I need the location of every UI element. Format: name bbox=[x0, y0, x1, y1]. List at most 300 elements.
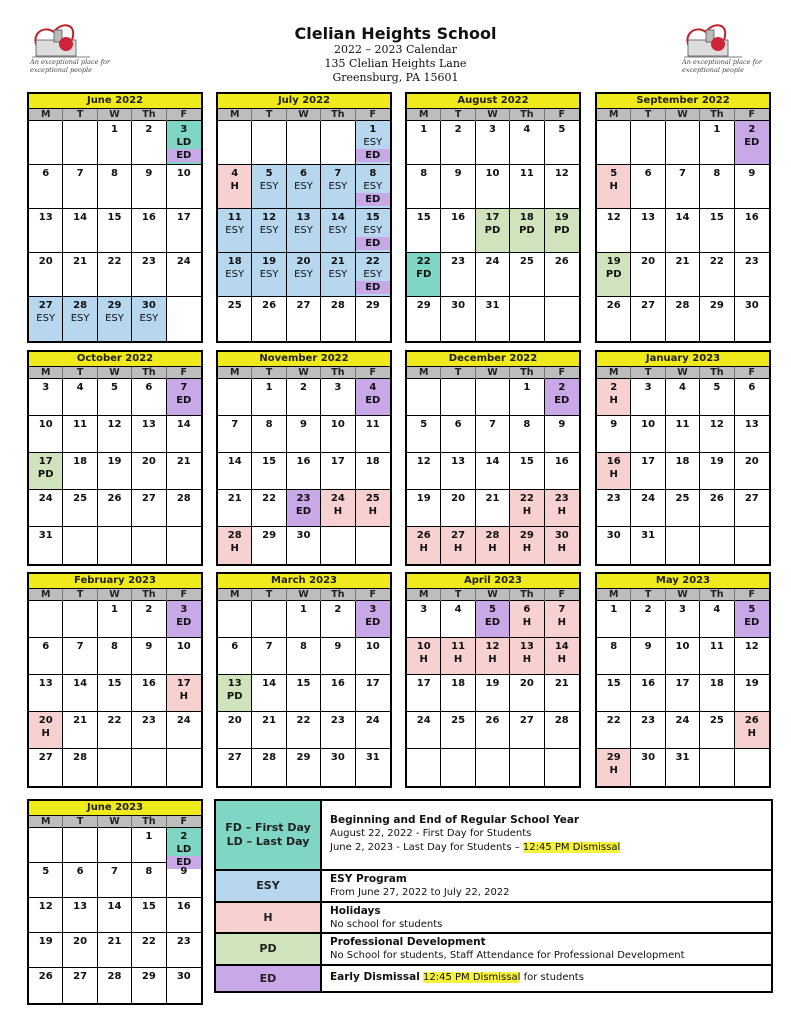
day-number: 1 bbox=[145, 831, 153, 842]
day-number: 26 bbox=[606, 300, 621, 311]
day-code: H bbox=[609, 469, 618, 480]
calendar-day bbox=[735, 749, 769, 786]
calendar-day bbox=[441, 416, 475, 453]
calendar-day bbox=[29, 863, 63, 898]
calendar-day bbox=[597, 379, 631, 416]
weekday-label: Th bbox=[700, 109, 734, 121]
weekday-label: Th bbox=[321, 367, 355, 379]
day-number: 16 bbox=[451, 212, 466, 223]
weekday-label: T bbox=[631, 367, 665, 379]
calendar-day bbox=[98, 209, 132, 253]
calendar-day bbox=[218, 209, 252, 253]
calendar-day bbox=[132, 828, 166, 863]
calendar-day bbox=[287, 675, 321, 712]
calendar-day bbox=[29, 165, 63, 209]
weekday-label: Th bbox=[510, 589, 544, 601]
day-number: 28 bbox=[73, 752, 88, 763]
calendar-day bbox=[631, 297, 665, 341]
day-number: 29 bbox=[709, 300, 724, 311]
calendar-day bbox=[287, 379, 321, 416]
weekday-label: F bbox=[558, 109, 566, 120]
day-number: 28 bbox=[485, 530, 500, 541]
calendar-day bbox=[631, 490, 665, 527]
calendar-day bbox=[98, 527, 132, 564]
day-code: LD bbox=[176, 137, 192, 148]
day-number: 27 bbox=[38, 300, 53, 311]
day-number: 14 bbox=[73, 678, 88, 689]
day-code: ESY bbox=[259, 269, 279, 280]
day-number: 1 bbox=[369, 124, 377, 135]
day-code-secondary: ED bbox=[167, 856, 201, 869]
day-number: 17 bbox=[675, 678, 690, 689]
day-number: 7 bbox=[180, 382, 188, 393]
calendar-day bbox=[98, 601, 132, 638]
day-number: 2 bbox=[610, 382, 618, 393]
day-number: 18 bbox=[675, 456, 690, 467]
calendar-day bbox=[63, 209, 97, 253]
calendar-day bbox=[441, 712, 475, 749]
month-title: November 2022 bbox=[218, 352, 390, 367]
day-number: 8 bbox=[111, 168, 118, 179]
day-number: 24 bbox=[485, 256, 500, 267]
day-number: 15 bbox=[365, 212, 380, 223]
calendar-day bbox=[167, 863, 201, 898]
calendar-day bbox=[252, 416, 286, 453]
day-number: 16 bbox=[330, 678, 345, 689]
day-number: 19 bbox=[38, 936, 53, 947]
calendar-day bbox=[287, 638, 321, 675]
day-number: 20 bbox=[227, 715, 242, 726]
weekday-header bbox=[29, 589, 201, 601]
calendar-day bbox=[735, 121, 769, 165]
calendar-day bbox=[700, 638, 734, 675]
calendar-day bbox=[476, 601, 510, 638]
day-number: 3 bbox=[644, 382, 652, 393]
month-calendar bbox=[216, 572, 392, 788]
calendar-day bbox=[356, 712, 390, 749]
weekday-label: M bbox=[29, 109, 63, 121]
day-number: 24 bbox=[675, 715, 690, 726]
calendar-day bbox=[167, 490, 201, 527]
day-code: ESY bbox=[139, 313, 159, 324]
day-number: 26 bbox=[262, 300, 277, 311]
day-number: 5 bbox=[265, 168, 273, 179]
day-number: 17 bbox=[38, 456, 53, 467]
legend-key-esy: ESY bbox=[216, 871, 322, 901]
day-number: 21 bbox=[330, 256, 345, 267]
day-number: 10 bbox=[641, 419, 656, 430]
day-code: H bbox=[557, 506, 566, 517]
calendar-day bbox=[476, 638, 510, 675]
day-code: H bbox=[557, 654, 566, 665]
weekday-label: F bbox=[180, 589, 188, 600]
month-title: April 2023 bbox=[407, 574, 579, 589]
day-grid bbox=[218, 601, 390, 786]
day-number: 28 bbox=[554, 715, 569, 726]
day-number: 21 bbox=[73, 715, 88, 726]
day-number: 11 bbox=[365, 419, 380, 430]
day-number: 25 bbox=[675, 493, 690, 504]
calendar-day bbox=[218, 297, 252, 341]
day-number: 29 bbox=[262, 530, 277, 541]
calendar-day bbox=[407, 490, 441, 527]
day-number: 6 bbox=[145, 382, 153, 393]
day-number: 26 bbox=[485, 715, 500, 726]
day-number: 27 bbox=[73, 971, 88, 982]
weekday-label: T bbox=[441, 367, 475, 379]
day-number: 21 bbox=[485, 493, 500, 504]
legend-row-esy bbox=[216, 871, 771, 903]
day-number: 16 bbox=[141, 678, 156, 689]
calendar-day bbox=[666, 712, 700, 749]
day-number: 8 bbox=[369, 168, 377, 179]
weekday-label: T bbox=[441, 109, 475, 121]
day-number: 19 bbox=[744, 678, 759, 689]
legend-key-holiday: H bbox=[216, 903, 322, 932]
calendar-day bbox=[356, 601, 390, 638]
calendar-day bbox=[98, 968, 132, 1003]
day-code: H bbox=[419, 543, 428, 554]
calendar-day bbox=[597, 749, 631, 786]
day-number: 2 bbox=[145, 604, 153, 615]
month-title: March 2023 bbox=[218, 574, 390, 589]
day-code: H bbox=[230, 543, 239, 554]
day-number: 12 bbox=[262, 212, 277, 223]
calendar-day bbox=[356, 749, 390, 786]
day-number: 4 bbox=[713, 604, 721, 615]
day-code: LD bbox=[176, 844, 192, 855]
day-code: H bbox=[179, 691, 188, 702]
legend-line-first-day: August 22, 2022 - First Day for Students bbox=[330, 828, 532, 839]
day-number: 8 bbox=[145, 866, 153, 877]
calendar-day bbox=[98, 490, 132, 527]
calendar-day bbox=[98, 379, 132, 416]
day-number: 5 bbox=[111, 382, 118, 393]
day-code: ESY bbox=[328, 269, 348, 280]
calendar-day bbox=[631, 749, 665, 786]
weekday-label: W bbox=[476, 367, 510, 379]
month-title: October 2022 bbox=[29, 352, 201, 367]
calendar-day bbox=[407, 601, 441, 638]
calendar-day bbox=[29, 416, 63, 453]
calendar-day bbox=[218, 490, 252, 527]
calendar-day bbox=[132, 638, 166, 675]
day-code-secondary: ED bbox=[356, 281, 390, 294]
day-number: 15 bbox=[519, 456, 534, 467]
day-number: 30 bbox=[451, 300, 466, 311]
day-number: 9 bbox=[334, 641, 342, 652]
day-code: ED bbox=[554, 395, 570, 406]
day-number: 8 bbox=[265, 419, 273, 430]
day-code: H bbox=[522, 654, 532, 665]
day-number: 27 bbox=[744, 493, 759, 504]
weekday-label: Th bbox=[132, 816, 166, 828]
day-number: 4 bbox=[369, 382, 377, 393]
calendar-day bbox=[287, 165, 321, 209]
calendar-day bbox=[252, 638, 286, 675]
day-number: 13 bbox=[296, 212, 311, 223]
calendar-day bbox=[29, 898, 63, 933]
day-code: ED bbox=[176, 395, 192, 406]
day-number: 8 bbox=[300, 641, 307, 652]
calendar-day bbox=[63, 638, 97, 675]
calendar-day bbox=[441, 749, 475, 786]
calendar-day bbox=[167, 749, 201, 786]
day-number: 5 bbox=[748, 604, 756, 615]
month-calendar bbox=[27, 799, 203, 1005]
weekday-label: M bbox=[29, 367, 63, 379]
day-number: 11 bbox=[73, 419, 88, 430]
day-number: 26 bbox=[709, 493, 724, 504]
day-code: H bbox=[453, 543, 463, 554]
calendar-day bbox=[167, 209, 201, 253]
calendar-day bbox=[545, 209, 579, 253]
day-number: 2 bbox=[180, 831, 188, 842]
day-number: 28 bbox=[107, 971, 122, 982]
calendar-day bbox=[700, 416, 734, 453]
day-number: 20 bbox=[296, 256, 311, 267]
weekday-label: M bbox=[218, 589, 252, 601]
day-code: H bbox=[522, 543, 532, 554]
day-number: 22 bbox=[296, 715, 311, 726]
day-code: H bbox=[230, 181, 239, 192]
calendar-day bbox=[29, 490, 63, 527]
calendar-day bbox=[545, 379, 579, 416]
weekday-label: M bbox=[29, 589, 63, 601]
calendar-day bbox=[510, 416, 544, 453]
day-code: ED bbox=[484, 617, 501, 628]
calendar-day bbox=[476, 527, 510, 564]
calendar-day bbox=[29, 749, 63, 786]
calendar-day bbox=[545, 712, 579, 749]
address-line-2: Greensburg, PA 15601 bbox=[332, 71, 459, 84]
calendar-day bbox=[321, 712, 355, 749]
calendar-day bbox=[735, 416, 769, 453]
weekday-label: F bbox=[180, 109, 188, 120]
calendar-day bbox=[597, 209, 631, 253]
day-number: 26 bbox=[416, 530, 431, 541]
day-number: 21 bbox=[176, 456, 191, 467]
day-number: 25 bbox=[227, 300, 242, 311]
day-number: 8 bbox=[610, 641, 618, 652]
day-grid bbox=[597, 601, 769, 786]
day-number: 3 bbox=[679, 604, 686, 615]
calendar-day bbox=[132, 863, 166, 898]
weekday-label: Th bbox=[510, 367, 544, 379]
calendar-day bbox=[735, 165, 769, 209]
day-number: 5 bbox=[610, 168, 618, 179]
calendar-day bbox=[407, 712, 441, 749]
day-number: 17 bbox=[641, 456, 656, 467]
day-number: 10 bbox=[675, 641, 690, 652]
calendar-day bbox=[356, 490, 390, 527]
day-number: 23 bbox=[141, 256, 156, 267]
calendar-day bbox=[132, 453, 166, 490]
weekday-header bbox=[29, 109, 201, 121]
calendar-day bbox=[631, 121, 665, 165]
day-code: H bbox=[747, 728, 756, 739]
weekday-label: F bbox=[369, 367, 377, 378]
calendar-day bbox=[132, 121, 166, 165]
calendar-day bbox=[545, 527, 579, 564]
calendar-day bbox=[356, 379, 390, 416]
day-number: 15 bbox=[606, 678, 621, 689]
day-number: 31 bbox=[38, 530, 53, 541]
weekday-label: W bbox=[287, 367, 321, 379]
weekday-label: M bbox=[218, 109, 252, 121]
day-grid bbox=[218, 121, 390, 341]
calendar-day bbox=[476, 675, 510, 712]
calendar-day bbox=[666, 416, 700, 453]
day-number: 19 bbox=[107, 456, 122, 467]
calendar-day bbox=[441, 527, 475, 564]
calendar-day bbox=[321, 209, 355, 253]
calendar-day bbox=[63, 749, 97, 786]
calendar-day bbox=[218, 675, 252, 712]
calendar-day bbox=[29, 968, 63, 1003]
calendar-day bbox=[597, 527, 631, 564]
day-number: 26 bbox=[744, 715, 759, 726]
calendar-day bbox=[597, 675, 631, 712]
day-number: 2 bbox=[145, 124, 153, 135]
calendar-day bbox=[63, 297, 97, 341]
calendar-day bbox=[167, 416, 201, 453]
calendar-day bbox=[700, 601, 734, 638]
calendar-day bbox=[167, 253, 201, 297]
weekday-header bbox=[597, 109, 769, 121]
calendar-day bbox=[476, 749, 510, 786]
day-number: 30 bbox=[606, 530, 621, 541]
day-code: H bbox=[557, 543, 566, 554]
calendar-day bbox=[407, 527, 441, 564]
day-grid bbox=[218, 379, 390, 564]
day-number: 12 bbox=[107, 419, 122, 430]
calendar-day bbox=[631, 638, 665, 675]
day-number: 12 bbox=[38, 901, 53, 912]
day-number: 4 bbox=[76, 382, 84, 393]
calendar-day bbox=[545, 490, 579, 527]
calendar-day bbox=[98, 453, 132, 490]
calendar-day bbox=[666, 638, 700, 675]
calendar-day bbox=[321, 601, 355, 638]
calendar-day bbox=[631, 712, 665, 749]
weekday-label: M bbox=[218, 367, 252, 379]
calendar-day bbox=[218, 379, 252, 416]
calendar-day bbox=[218, 638, 252, 675]
day-number: 28 bbox=[330, 300, 345, 311]
weekday-label: T bbox=[441, 589, 475, 601]
day-code: H bbox=[609, 765, 618, 776]
calendar-day bbox=[476, 490, 510, 527]
weekday-label: Th bbox=[132, 367, 166, 379]
day-number: 13 bbox=[227, 678, 242, 689]
month-calendar bbox=[216, 350, 392, 566]
calendar-day bbox=[29, 253, 63, 297]
weekday-header bbox=[218, 367, 390, 379]
day-code: H bbox=[488, 543, 497, 554]
calendar-day bbox=[441, 453, 475, 490]
day-code: ESY bbox=[328, 225, 348, 236]
month-calendar bbox=[405, 350, 581, 566]
calendar-day bbox=[545, 638, 579, 675]
day-number: 22 bbox=[606, 715, 621, 726]
day-grid bbox=[29, 601, 201, 786]
day-code: PD bbox=[484, 225, 501, 236]
calendar-day bbox=[597, 712, 631, 749]
day-number: 31 bbox=[641, 530, 656, 541]
day-number: 23 bbox=[330, 715, 345, 726]
day-number: 12 bbox=[709, 419, 724, 430]
day-number: 18 bbox=[73, 456, 88, 467]
day-code: ED bbox=[295, 506, 312, 517]
calendar-day bbox=[407, 253, 441, 297]
calendar-day bbox=[476, 297, 510, 341]
day-number: 10 bbox=[38, 419, 53, 430]
day-number: 3 bbox=[180, 124, 188, 135]
day-number: 14 bbox=[176, 419, 191, 430]
calendar-day bbox=[63, 379, 97, 416]
calendar-day bbox=[218, 749, 252, 786]
day-number: 23 bbox=[554, 493, 569, 504]
weekday-label: W bbox=[666, 589, 700, 601]
calendar-day bbox=[407, 121, 441, 165]
calendar-day bbox=[666, 675, 700, 712]
calendar-day bbox=[63, 968, 97, 1003]
calendar-day bbox=[321, 675, 355, 712]
day-number: 14 bbox=[73, 212, 88, 223]
calendar-day bbox=[510, 297, 544, 341]
calendar-day bbox=[63, 490, 97, 527]
day-number: 1 bbox=[111, 604, 118, 615]
day-number: 19 bbox=[416, 493, 431, 504]
day-number: 31 bbox=[675, 752, 690, 763]
day-code: H bbox=[522, 506, 532, 517]
day-grid bbox=[597, 379, 769, 564]
calendar-day bbox=[356, 297, 390, 341]
calendar-day bbox=[63, 712, 97, 749]
day-number: 9 bbox=[300, 419, 307, 430]
calendar-day bbox=[545, 165, 579, 209]
weekday-label: M bbox=[597, 589, 631, 601]
calendar-day bbox=[63, 416, 97, 453]
weekday-label: Th bbox=[321, 589, 355, 601]
day-number: 10 bbox=[416, 641, 431, 652]
day-number: 1 bbox=[713, 124, 721, 135]
weekday-header bbox=[407, 367, 579, 379]
day-number: 1 bbox=[420, 124, 428, 135]
calendar-day bbox=[98, 121, 132, 165]
calendar-day bbox=[666, 490, 700, 527]
calendar-day bbox=[287, 297, 321, 341]
day-number: 7 bbox=[76, 641, 84, 652]
calendar-day bbox=[510, 527, 544, 564]
day-number: 13 bbox=[141, 419, 156, 430]
day-code: ESY bbox=[363, 225, 383, 236]
day-code: H bbox=[453, 654, 463, 665]
calendar-day bbox=[29, 453, 63, 490]
day-number: 29 bbox=[107, 300, 122, 311]
calendar-day bbox=[441, 379, 475, 416]
calendar-day bbox=[218, 527, 252, 564]
day-number: 14 bbox=[330, 212, 345, 223]
calendar-day bbox=[510, 209, 544, 253]
calendar-day bbox=[631, 209, 665, 253]
legend-row-pd bbox=[216, 934, 771, 966]
weekday-label: W bbox=[476, 109, 510, 121]
weekday-header bbox=[407, 109, 579, 121]
day-number: 16 bbox=[641, 678, 656, 689]
day-number: 9 bbox=[180, 866, 188, 877]
